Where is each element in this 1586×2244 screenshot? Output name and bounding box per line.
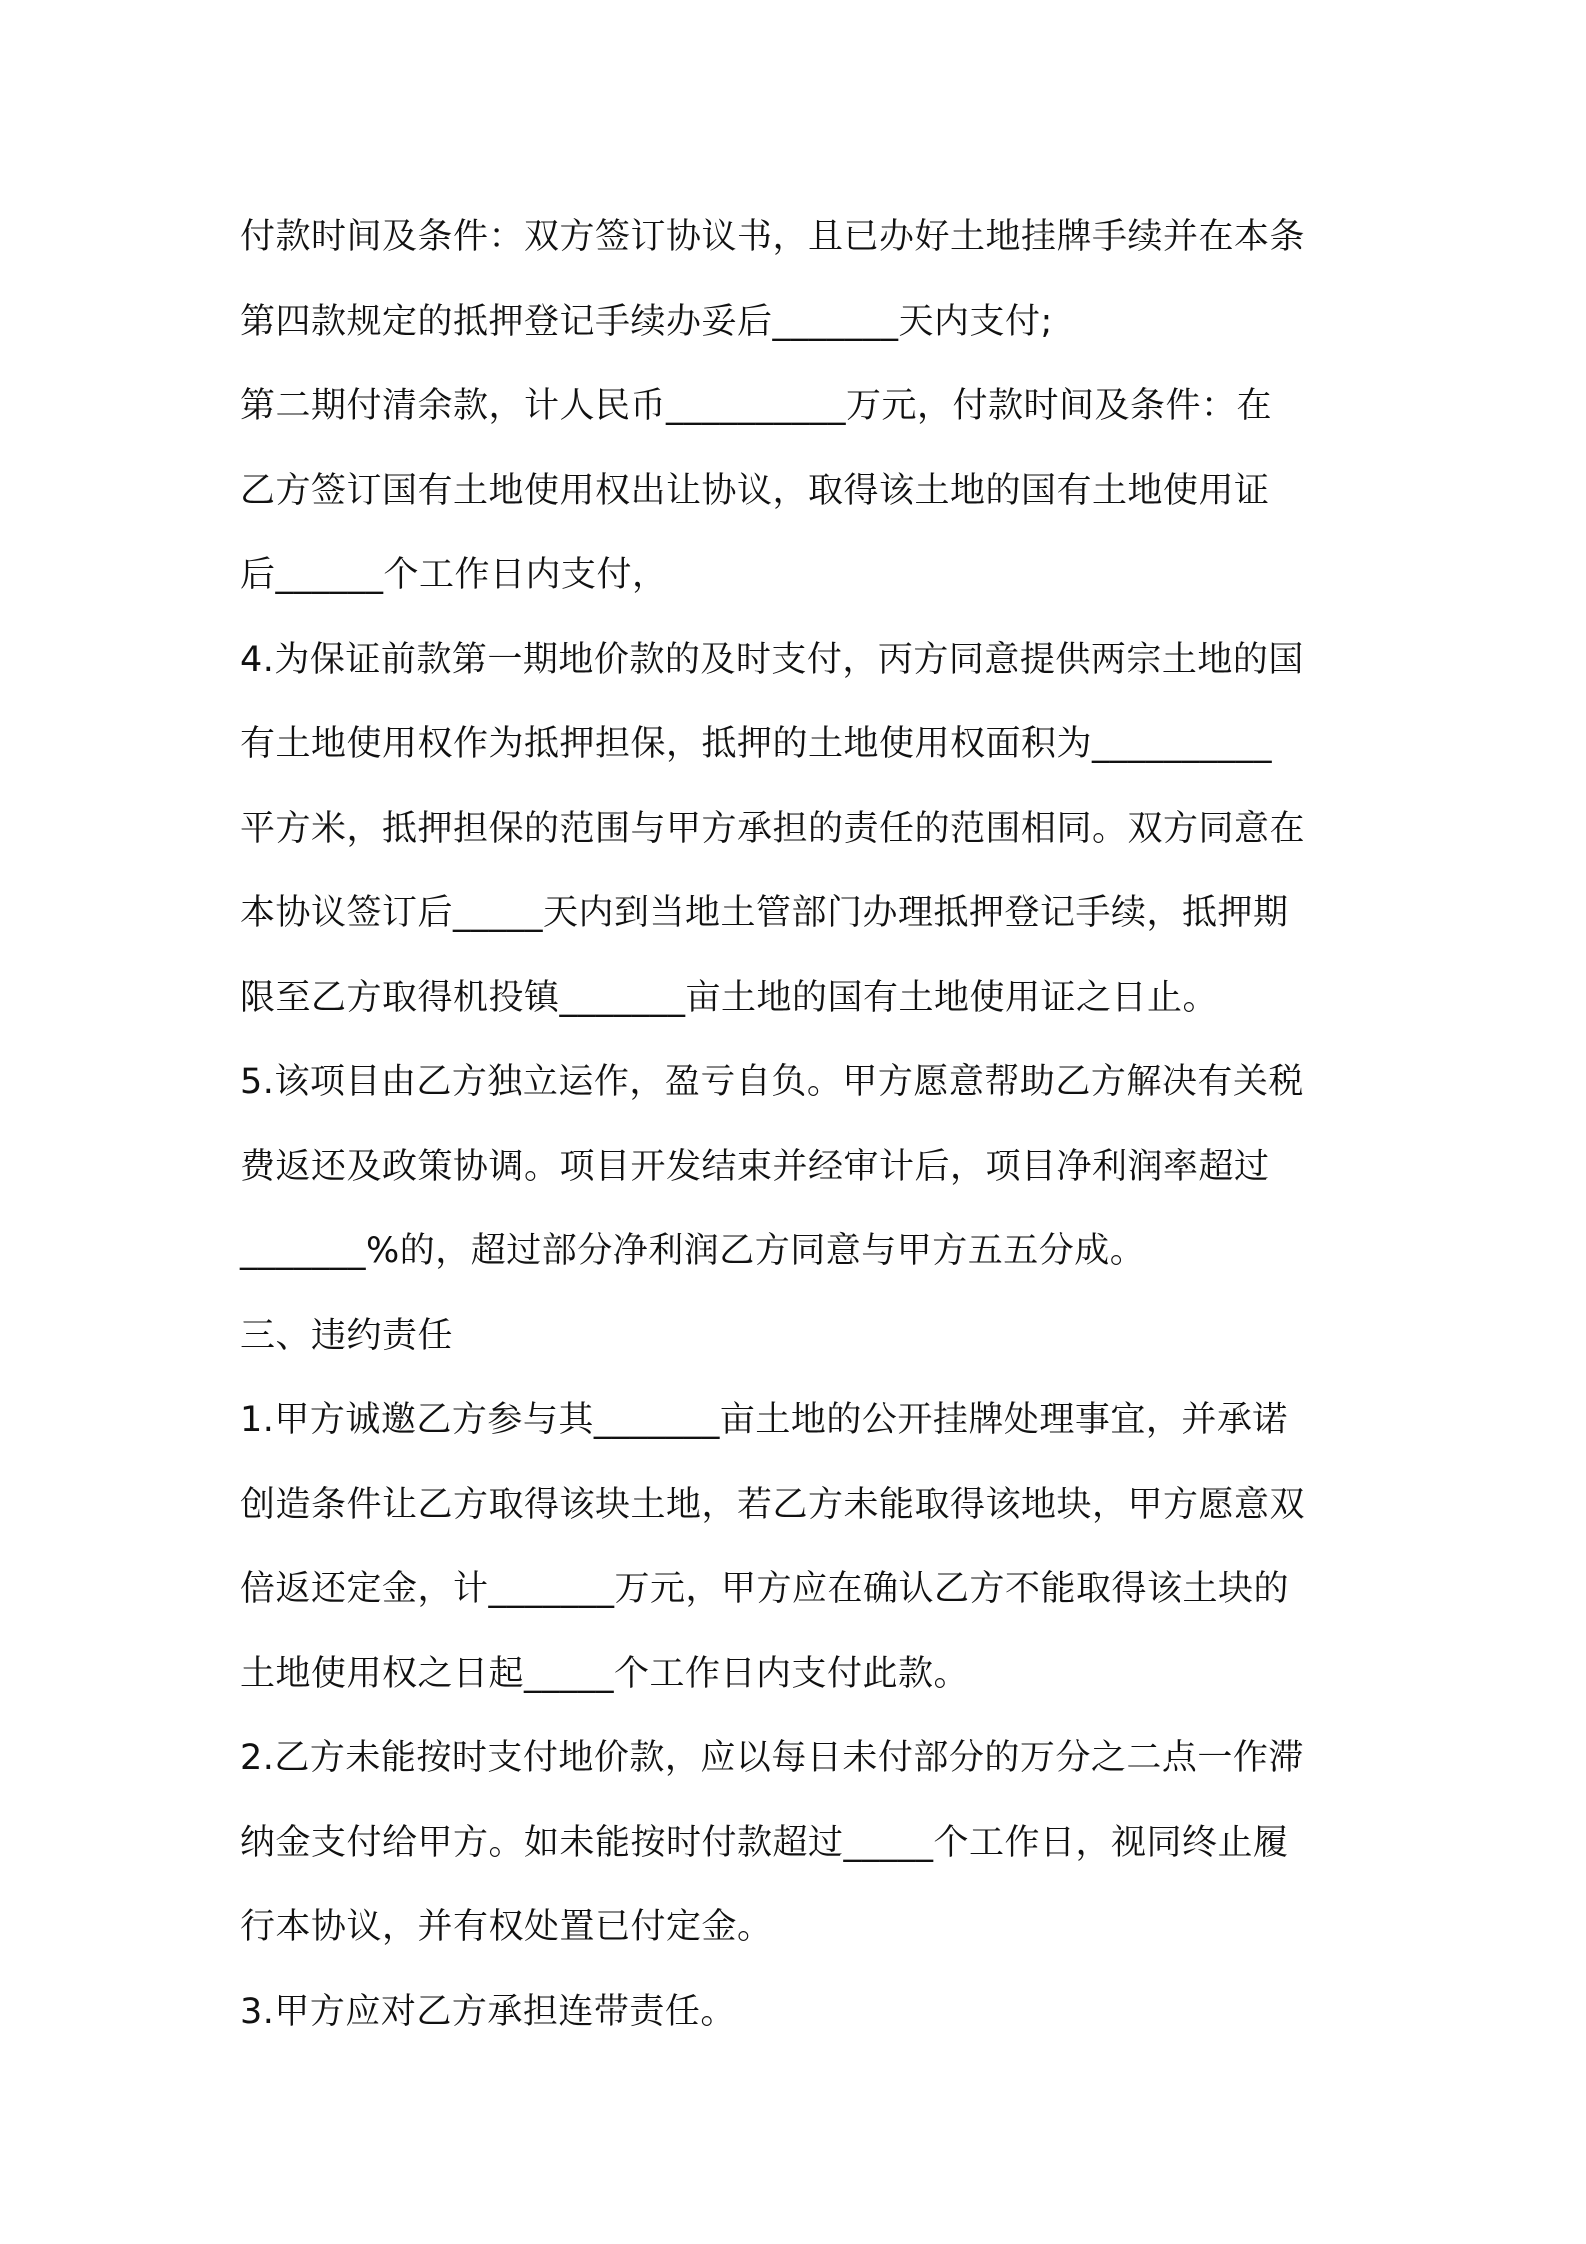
text-line: 本协议签订后_____天内到当地土管部门办理抵押登记手续，抵押期 <box>240 893 1289 933</box>
text-line: 4.为保证前款第一期地价款的及时支付，丙方同意提供两宗土地的国 <box>240 639 1304 680</box>
text-line: 限至乙方取得机投镇_______亩土地的国有土地使用证之日止。 <box>240 977 1219 1018</box>
text-line: _______%的，超过部分净利润乙方同意与甲方五五分成。 <box>240 1231 1146 1271</box>
text-line: 行本协议，并有权处置已付定金。 <box>240 1907 773 1947</box>
text-line: 倍返还定金，计_______万元，甲方应在确认乙方不能取得该土块的 <box>240 1569 1290 1609</box>
text-line: 3.甲方应对乙方承担连带责任。 <box>240 1991 736 2032</box>
section-heading: 三、违约责任 <box>240 1315 454 1356</box>
text-line: 付款时间及条件：双方签订协议书，且已办好土地挂牌手续并在本条 <box>240 217 1306 257</box>
text-line: 土地使用权之日起_____个工作日内支付此款。 <box>240 1653 970 1694</box>
text-line: 有土地使用权作为抵押担保，抵押的土地使用权面积为__________ <box>240 724 1273 764</box>
text-line: 费返还及政策协调。项目开发结束并经审计后，项目净利润率超过 <box>240 1146 1270 1187</box>
text-line: 乙方签订国有土地使用权出让协议，取得该土地的国有土地使用证 <box>240 470 1270 511</box>
text-line: 创造条件让乙方取得该块土地，若乙方未能取得该地块，甲方愿意双 <box>240 1484 1306 1525</box>
text-line: 2.乙方未能按时支付地价款，应以每日未付部分的万分之二点一作滞 <box>240 1738 1304 1778</box>
text-line: 纳金支付给甲方。如未能按时付款超过_____个工作日，视同终止履 <box>240 1822 1289 1863</box>
text-line: 后______个工作日内支付， <box>240 555 668 595</box>
text-line: 第二期付清余款，计人民币__________万元，付款时间及条件：在 <box>240 386 1273 426</box>
text-line: 1.甲方诚邀乙方参与其_______亩土地的公开挂牌处理事宜，并承诺 <box>240 1400 1288 1440</box>
document-body <box>240 195 1360 2054</box>
text-line: 第四款规定的抵押登记手续办妥后_______天内支付; <box>240 301 1053 342</box>
text-line: 平方米，抵押担保的范围与甲方承担的责任的范围相同。双方同意在 <box>240 808 1306 849</box>
text-line: 5.该项目由乙方独立运作，盈亏自负。甲方愿意帮助乙方解决有关税 <box>240 1062 1304 1102</box>
